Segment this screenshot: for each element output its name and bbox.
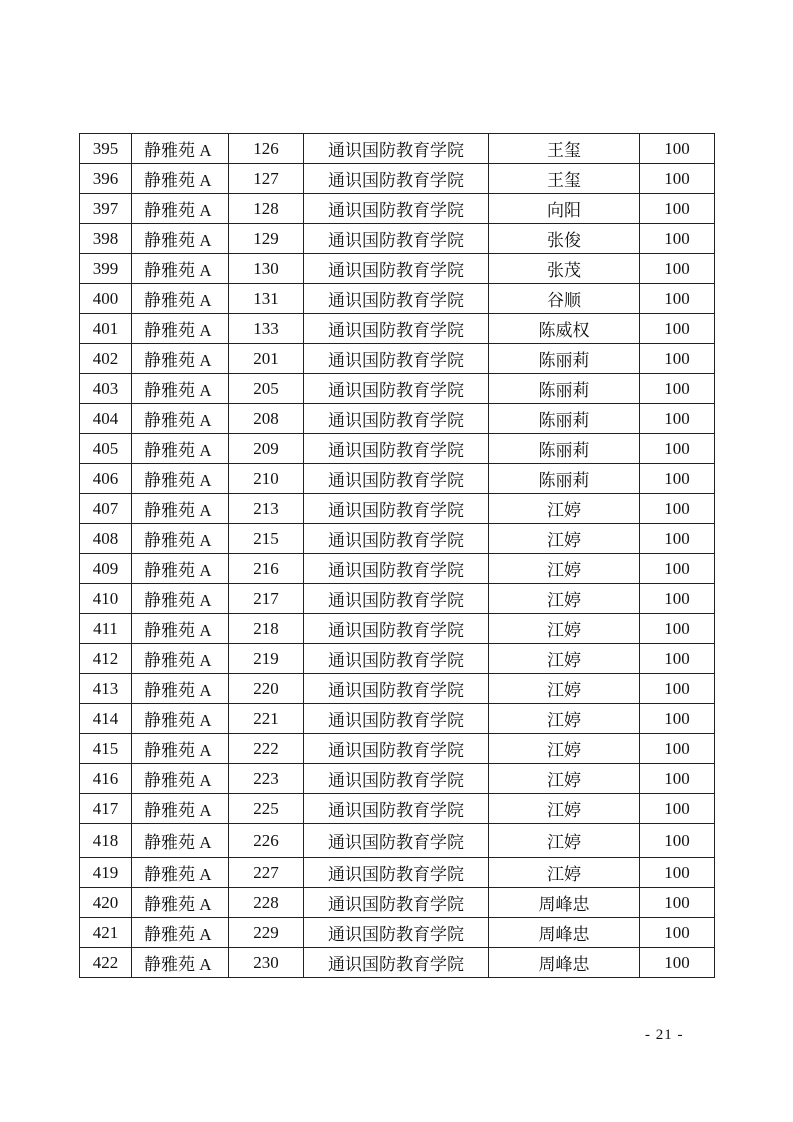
table-row: [80, 524, 715, 554]
room-cell: 228: [229, 888, 304, 918]
table-row: [80, 918, 715, 948]
building-cell: 静雅苑 A: [132, 554, 229, 584]
room-cell: 218: [229, 614, 304, 644]
score-cell: 100: [640, 164, 715, 194]
score-cell: 100: [640, 584, 715, 614]
row-number-cell: 400: [80, 284, 132, 314]
room-cell: 130: [229, 254, 304, 284]
college-cell: 通识国防教育学院: [304, 948, 489, 978]
score-cell: 100: [640, 224, 715, 254]
college-cell: 通识国防教育学院: [304, 824, 489, 858]
person-name-cell: 张俊: [489, 224, 640, 254]
college-cell: 通识国防教育学院: [304, 314, 489, 344]
score-cell: 100: [640, 554, 715, 584]
score-cell: 100: [640, 888, 715, 918]
table-row: [80, 134, 715, 164]
building-cell: 静雅苑 A: [132, 918, 229, 948]
college-cell: 通识国防教育学院: [304, 344, 489, 374]
table-row: [80, 224, 715, 254]
room-cell: 227: [229, 858, 304, 888]
room-cell: 131: [229, 284, 304, 314]
person-name-cell: 王玺: [489, 164, 640, 194]
table-row: [80, 948, 715, 978]
room-cell: 127: [229, 164, 304, 194]
college-cell: 通识国防教育学院: [304, 404, 489, 434]
row-number-cell: 397: [80, 194, 132, 224]
building-cell: 静雅苑 A: [132, 824, 229, 858]
room-cell: 222: [229, 734, 304, 764]
row-number-cell: 418: [80, 824, 132, 858]
person-name-cell: 江婷: [489, 704, 640, 734]
room-cell: 129: [229, 224, 304, 254]
score-cell: 100: [640, 794, 715, 824]
college-cell: 通识国防教育学院: [304, 704, 489, 734]
room-cell: 221: [229, 704, 304, 734]
person-name-cell: 向阳: [489, 194, 640, 224]
person-name-cell: 周峰忠: [489, 918, 640, 948]
table-row: [80, 344, 715, 374]
score-cell: 100: [640, 858, 715, 888]
score-cell: 100: [640, 404, 715, 434]
score-cell: 100: [640, 134, 715, 164]
row-number-cell: 398: [80, 224, 132, 254]
dormitory-score-table: [79, 133, 715, 978]
score-cell: 100: [640, 824, 715, 858]
building-cell: 静雅苑 A: [132, 948, 229, 978]
person-name-cell: 王玺: [489, 134, 640, 164]
building-cell: 静雅苑 A: [132, 704, 229, 734]
building-cell: 静雅苑 A: [132, 434, 229, 464]
building-cell: 静雅苑 A: [132, 164, 229, 194]
score-cell: 100: [640, 734, 715, 764]
score-cell: 100: [640, 674, 715, 704]
room-cell: 217: [229, 584, 304, 614]
building-cell: 静雅苑 A: [132, 858, 229, 888]
row-number-cell: 415: [80, 734, 132, 764]
row-number-cell: 399: [80, 254, 132, 284]
building-cell: 静雅苑 A: [132, 404, 229, 434]
person-name-cell: 江婷: [489, 734, 640, 764]
score-cell: 100: [640, 464, 715, 494]
building-cell: 静雅苑 A: [132, 674, 229, 704]
building-cell: 静雅苑 A: [132, 464, 229, 494]
row-number-cell: 395: [80, 134, 132, 164]
person-name-cell: 江婷: [489, 674, 640, 704]
score-cell: 100: [640, 284, 715, 314]
college-cell: 通识国防教育学院: [304, 794, 489, 824]
row-number-cell: 412: [80, 644, 132, 674]
college-cell: 通识国防教育学院: [304, 224, 489, 254]
row-number-cell: 410: [80, 584, 132, 614]
table-body: [80, 134, 715, 978]
building-cell: 静雅苑 A: [132, 344, 229, 374]
building-cell: 静雅苑 A: [132, 644, 229, 674]
room-cell: 219: [229, 644, 304, 674]
score-cell: 100: [640, 764, 715, 794]
row-number-cell: 417: [80, 794, 132, 824]
score-cell: 100: [640, 434, 715, 464]
row-number-cell: 402: [80, 344, 132, 374]
row-number-cell: 401: [80, 314, 132, 344]
college-cell: 通识国防教育学院: [304, 134, 489, 164]
row-number-cell: 411: [80, 614, 132, 644]
college-cell: 通识国防教育学院: [304, 524, 489, 554]
room-cell: 205: [229, 374, 304, 404]
room-cell: 215: [229, 524, 304, 554]
room-cell: 230: [229, 948, 304, 978]
college-cell: 通识国防教育学院: [304, 164, 489, 194]
room-cell: 223: [229, 764, 304, 794]
score-cell: 100: [640, 374, 715, 404]
college-cell: 通识国防教育学院: [304, 918, 489, 948]
table-row: [80, 554, 715, 584]
college-cell: 通识国防教育学院: [304, 374, 489, 404]
college-cell: 通识国防教育学院: [304, 858, 489, 888]
building-cell: 静雅苑 A: [132, 194, 229, 224]
table-row: [80, 464, 715, 494]
row-number-cell: 419: [80, 858, 132, 888]
row-number-cell: 421: [80, 918, 132, 948]
college-cell: 通识国防教育学院: [304, 614, 489, 644]
score-cell: 100: [640, 494, 715, 524]
row-number-cell: 409: [80, 554, 132, 584]
room-cell: 229: [229, 918, 304, 948]
room-cell: 225: [229, 794, 304, 824]
table-row: [80, 644, 715, 674]
table-row: [80, 164, 715, 194]
person-name-cell: 谷顺: [489, 284, 640, 314]
building-cell: 静雅苑 A: [132, 794, 229, 824]
room-cell: 209: [229, 434, 304, 464]
score-cell: 100: [640, 254, 715, 284]
table-row: [80, 614, 715, 644]
college-cell: 通识国防教育学院: [304, 888, 489, 918]
table-row: [80, 584, 715, 614]
person-name-cell: 江婷: [489, 764, 640, 794]
person-name-cell: 周峰忠: [489, 888, 640, 918]
building-cell: 静雅苑 A: [132, 764, 229, 794]
person-name-cell: 江婷: [489, 524, 640, 554]
score-cell: 100: [640, 344, 715, 374]
person-name-cell: 陈威权: [489, 314, 640, 344]
row-number-cell: 420: [80, 888, 132, 918]
score-cell: 100: [640, 644, 715, 674]
building-cell: 静雅苑 A: [132, 734, 229, 764]
table-row: [80, 888, 715, 918]
college-cell: 通识国防教育学院: [304, 764, 489, 794]
table-row: [80, 704, 715, 734]
person-name-cell: 陈丽莉: [489, 464, 640, 494]
person-name-cell: 周峰忠: [489, 948, 640, 978]
table-row: [80, 434, 715, 464]
table-row: [80, 794, 715, 824]
score-cell: 100: [640, 194, 715, 224]
college-cell: 通识国防教育学院: [304, 194, 489, 224]
table-row: [80, 734, 715, 764]
room-cell: 216: [229, 554, 304, 584]
person-name-cell: 江婷: [489, 614, 640, 644]
table-row: [80, 764, 715, 794]
building-cell: 静雅苑 A: [132, 524, 229, 554]
room-cell: 213: [229, 494, 304, 524]
college-cell: 通识国防教育学院: [304, 464, 489, 494]
person-name-cell: 张茂: [489, 254, 640, 284]
row-number-cell: 416: [80, 764, 132, 794]
table-row: [80, 824, 715, 858]
building-cell: 静雅苑 A: [132, 284, 229, 314]
college-cell: 通识国防教育学院: [304, 554, 489, 584]
building-cell: 静雅苑 A: [132, 494, 229, 524]
room-cell: 128: [229, 194, 304, 224]
college-cell: 通识国防教育学院: [304, 254, 489, 284]
room-cell: 208: [229, 404, 304, 434]
person-name-cell: 陈丽莉: [489, 374, 640, 404]
table-row: [80, 674, 715, 704]
row-number-cell: 407: [80, 494, 132, 524]
building-cell: 静雅苑 A: [132, 254, 229, 284]
person-name-cell: 江婷: [489, 554, 640, 584]
college-cell: 通识国防教育学院: [304, 284, 489, 314]
page-number: - 21 -: [645, 1027, 684, 1043]
table-row: [80, 254, 715, 284]
room-cell: 226: [229, 824, 304, 858]
score-cell: 100: [640, 704, 715, 734]
row-number-cell: 405: [80, 434, 132, 464]
building-cell: 静雅苑 A: [132, 614, 229, 644]
table-row: [80, 404, 715, 434]
person-name-cell: 陈丽莉: [489, 434, 640, 464]
room-cell: 133: [229, 314, 304, 344]
table-row: [80, 858, 715, 888]
building-cell: 静雅苑 A: [132, 374, 229, 404]
person-name-cell: 江婷: [489, 644, 640, 674]
table-row: [80, 494, 715, 524]
score-cell: 100: [640, 614, 715, 644]
person-name-cell: 江婷: [489, 584, 640, 614]
person-name-cell: 江婷: [489, 858, 640, 888]
row-number-cell: 422: [80, 948, 132, 978]
table-row: [80, 374, 715, 404]
row-number-cell: 414: [80, 704, 132, 734]
college-cell: 通识国防教育学院: [304, 644, 489, 674]
row-number-cell: 413: [80, 674, 132, 704]
table-row: [80, 284, 715, 314]
person-name-cell: 陈丽莉: [489, 404, 640, 434]
person-name-cell: 江婷: [489, 494, 640, 524]
building-cell: 静雅苑 A: [132, 584, 229, 614]
building-cell: 静雅苑 A: [132, 314, 229, 344]
table-row: [80, 194, 715, 224]
score-cell: 100: [640, 524, 715, 554]
person-name-cell: 陈丽莉: [489, 344, 640, 374]
room-cell: 126: [229, 134, 304, 164]
row-number-cell: 408: [80, 524, 132, 554]
room-cell: 210: [229, 464, 304, 494]
building-cell: 静雅苑 A: [132, 134, 229, 164]
row-number-cell: 396: [80, 164, 132, 194]
room-cell: 201: [229, 344, 304, 374]
building-cell: 静雅苑 A: [132, 888, 229, 918]
score-cell: 100: [640, 314, 715, 344]
row-number-cell: 403: [80, 374, 132, 404]
row-number-cell: 406: [80, 464, 132, 494]
person-name-cell: 江婷: [489, 824, 640, 858]
person-name-cell: 江婷: [489, 794, 640, 824]
college-cell: 通识国防教育学院: [304, 734, 489, 764]
table-row: [80, 314, 715, 344]
college-cell: 通识国防教育学院: [304, 434, 489, 464]
college-cell: 通识国防教育学院: [304, 674, 489, 704]
college-cell: 通识国防教育学院: [304, 494, 489, 524]
score-cell: 100: [640, 918, 715, 948]
room-cell: 220: [229, 674, 304, 704]
score-cell: 100: [640, 948, 715, 978]
building-cell: 静雅苑 A: [132, 224, 229, 254]
college-cell: 通识国防教育学院: [304, 584, 489, 614]
row-number-cell: 404: [80, 404, 132, 434]
